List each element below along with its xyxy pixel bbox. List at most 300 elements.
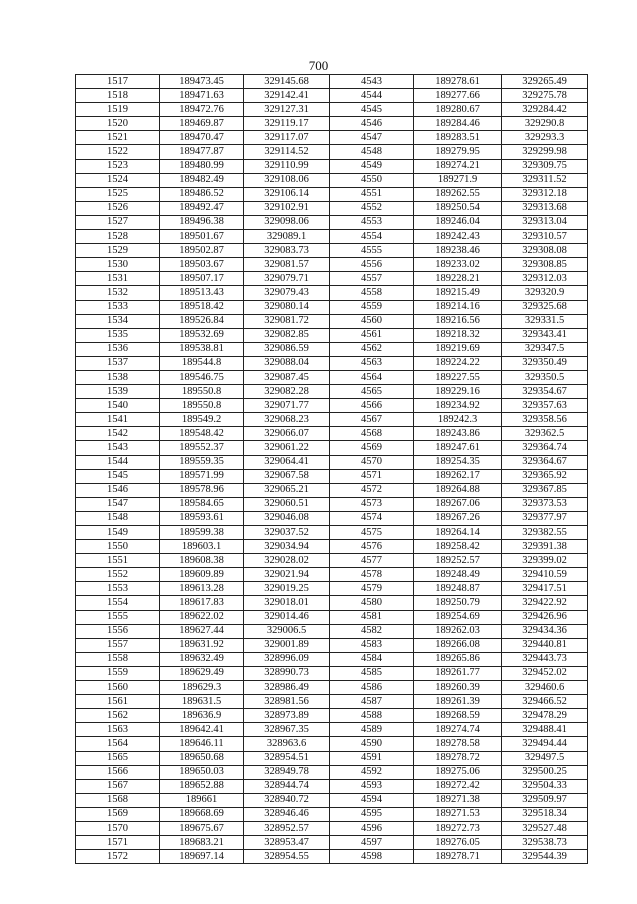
cell-point-number: 1559 (76, 666, 160, 680)
cell-y-coordinate: 329443.73 (502, 652, 588, 666)
cell-x-coordinate: 189550.8 (160, 399, 244, 413)
cell-x-coordinate: 189280.67 (414, 103, 502, 117)
cell-point-number: 4549 (330, 159, 414, 173)
cell-x-coordinate: 189477.87 (160, 145, 244, 159)
cell-point-number: 1534 (76, 314, 160, 328)
cell-y-coordinate: 329021.94 (244, 568, 330, 582)
cell-point-number: 4570 (330, 455, 414, 469)
cell-x-coordinate: 189526.84 (160, 314, 244, 328)
cell-y-coordinate: 329320.9 (502, 286, 588, 300)
cell-y-coordinate: 329098.06 (244, 215, 330, 229)
cell-x-coordinate: 189631.5 (160, 695, 244, 709)
cell-point-number: 4559 (330, 300, 414, 314)
cell-y-coordinate: 328940.72 (244, 793, 330, 807)
cell-x-coordinate: 189278.71 (414, 850, 502, 864)
cell-point-number: 4552 (330, 201, 414, 215)
cell-y-coordinate: 329417.51 (502, 582, 588, 596)
cell-x-coordinate: 189283.51 (414, 131, 502, 145)
cell-x-coordinate: 189549.2 (160, 413, 244, 427)
cell-point-number: 4565 (330, 385, 414, 399)
cell-point-number: 1546 (76, 483, 160, 497)
cell-x-coordinate: 189469.87 (160, 117, 244, 131)
cell-y-coordinate: 329434.36 (502, 624, 588, 638)
table-row (76, 695, 588, 709)
cell-point-number: 4598 (330, 850, 414, 864)
table-row (76, 201, 588, 215)
cell-point-number: 1572 (76, 850, 160, 864)
cell-x-coordinate: 189503.67 (160, 258, 244, 272)
cell-x-coordinate: 189264.88 (414, 483, 502, 497)
cell-point-number: 4553 (330, 215, 414, 229)
cell-point-number: 4548 (330, 145, 414, 159)
cell-x-coordinate: 189473.45 (160, 75, 244, 89)
table-row (76, 230, 588, 244)
cell-x-coordinate: 189246.04 (414, 215, 502, 229)
cell-x-coordinate: 189277.66 (414, 89, 502, 103)
cell-point-number: 1532 (76, 286, 160, 300)
cell-point-number: 1520 (76, 117, 160, 131)
cell-point-number: 4554 (330, 230, 414, 244)
cell-point-number: 1564 (76, 737, 160, 751)
cell-x-coordinate: 189518.42 (160, 300, 244, 314)
table-row (76, 173, 588, 187)
table-row (76, 131, 588, 145)
cell-y-coordinate: 329114.52 (244, 145, 330, 159)
cell-point-number: 1560 (76, 681, 160, 695)
cell-point-number: 1524 (76, 173, 160, 187)
cell-x-coordinate: 189646.11 (160, 737, 244, 751)
table-row (76, 765, 588, 779)
cell-x-coordinate: 189622.02 (160, 610, 244, 624)
cell-point-number: 1563 (76, 723, 160, 737)
cell-y-coordinate: 329068.23 (244, 413, 330, 427)
cell-y-coordinate: 329313.04 (502, 215, 588, 229)
cell-point-number: 4578 (330, 568, 414, 582)
cell-point-number: 1556 (76, 624, 160, 638)
cell-y-coordinate: 329299.98 (502, 145, 588, 159)
table-row (76, 258, 588, 272)
cell-x-coordinate: 189617.83 (160, 596, 244, 610)
cell-point-number: 1538 (76, 370, 160, 384)
cell-x-coordinate: 189571.99 (160, 469, 244, 483)
cell-point-number: 1571 (76, 836, 160, 850)
table-row (76, 807, 588, 821)
table-row (76, 666, 588, 680)
cell-y-coordinate: 329086.59 (244, 342, 330, 356)
cell-x-coordinate: 189613.28 (160, 582, 244, 596)
table-row (76, 554, 588, 568)
cell-y-coordinate: 328973.89 (244, 709, 330, 723)
table-row (76, 145, 588, 159)
cell-y-coordinate: 329034.94 (244, 540, 330, 554)
cell-x-coordinate: 189552.37 (160, 441, 244, 455)
cell-y-coordinate: 329377.97 (502, 511, 588, 525)
table-row (76, 610, 588, 624)
cell-y-coordinate: 328954.55 (244, 850, 330, 864)
cell-point-number: 4561 (330, 328, 414, 342)
cell-point-number: 1526 (76, 201, 160, 215)
cell-x-coordinate: 189234.92 (414, 399, 502, 413)
cell-x-coordinate: 189266.08 (414, 638, 502, 652)
cell-x-coordinate: 189262.03 (414, 624, 502, 638)
table-row (76, 737, 588, 751)
cell-y-coordinate: 329060.51 (244, 497, 330, 511)
cell-x-coordinate: 189247.61 (414, 441, 502, 455)
table-row (76, 385, 588, 399)
table-row (76, 103, 588, 117)
cell-x-coordinate: 189227.55 (414, 370, 502, 384)
cell-y-coordinate: 329509.97 (502, 793, 588, 807)
cell-y-coordinate: 328986.49 (244, 681, 330, 695)
cell-x-coordinate: 189482.49 (160, 173, 244, 187)
cell-x-coordinate: 189254.35 (414, 455, 502, 469)
cell-x-coordinate: 189627.44 (160, 624, 244, 638)
cell-y-coordinate: 329312.03 (502, 272, 588, 286)
table-row (76, 836, 588, 850)
table-row (76, 399, 588, 413)
table-row (76, 526, 588, 540)
cell-y-coordinate: 329426.96 (502, 610, 588, 624)
cell-point-number: 1551 (76, 554, 160, 568)
cell-point-number: 4564 (330, 370, 414, 384)
cell-x-coordinate: 189544.8 (160, 356, 244, 370)
cell-y-coordinate: 328944.74 (244, 779, 330, 793)
cell-point-number: 4592 (330, 765, 414, 779)
cell-x-coordinate: 189513.43 (160, 286, 244, 300)
cell-x-coordinate: 189250.79 (414, 596, 502, 610)
cell-x-coordinate: 189229.16 (414, 385, 502, 399)
cell-y-coordinate: 329037.52 (244, 526, 330, 540)
cell-x-coordinate: 189248.49 (414, 568, 502, 582)
cell-x-coordinate: 189215.49 (414, 286, 502, 300)
cell-y-coordinate: 329422.92 (502, 596, 588, 610)
cell-point-number: 4589 (330, 723, 414, 737)
cell-point-number: 4568 (330, 427, 414, 441)
cell-point-number: 1540 (76, 399, 160, 413)
cell-y-coordinate: 329538.73 (502, 836, 588, 850)
cell-x-coordinate: 189284.46 (414, 117, 502, 131)
cell-y-coordinate: 329518.34 (502, 807, 588, 821)
cell-point-number: 1555 (76, 610, 160, 624)
cell-point-number: 1541 (76, 413, 160, 427)
cell-point-number: 1519 (76, 103, 160, 117)
cell-point-number: 1569 (76, 807, 160, 821)
cell-x-coordinate: 189261.77 (414, 666, 502, 680)
cell-x-coordinate: 189507.17 (160, 272, 244, 286)
cell-y-coordinate: 329494.44 (502, 737, 588, 751)
cell-point-number: 4597 (330, 836, 414, 850)
cell-point-number: 1548 (76, 511, 160, 525)
cell-y-coordinate: 329343.41 (502, 328, 588, 342)
cell-x-coordinate: 189264.14 (414, 526, 502, 540)
table-row (76, 582, 588, 596)
cell-x-coordinate: 189492.47 (160, 201, 244, 215)
cell-x-coordinate: 189603.1 (160, 540, 244, 554)
cell-x-coordinate: 189218.32 (414, 328, 502, 342)
cell-point-number: 4557 (330, 272, 414, 286)
page-number: 700 (308, 58, 329, 73)
table-row (76, 427, 588, 441)
cell-x-coordinate: 189265.86 (414, 652, 502, 666)
cell-point-number: 1531 (76, 272, 160, 286)
cell-y-coordinate: 329382.55 (502, 526, 588, 540)
cell-x-coordinate: 189636.9 (160, 709, 244, 723)
cell-point-number: 1537 (76, 356, 160, 370)
table-row (76, 469, 588, 483)
cell-y-coordinate: 329145.68 (244, 75, 330, 89)
cell-point-number: 4584 (330, 652, 414, 666)
cell-point-number: 4591 (330, 751, 414, 765)
cell-x-coordinate: 189593.61 (160, 511, 244, 525)
table-row (76, 483, 588, 497)
cell-x-coordinate: 189271.38 (414, 793, 502, 807)
cell-point-number: 1518 (76, 89, 160, 103)
cell-y-coordinate: 329313.68 (502, 201, 588, 215)
cell-x-coordinate: 189502.87 (160, 244, 244, 258)
cell-x-coordinate: 189675.67 (160, 821, 244, 835)
cell-y-coordinate: 329119.17 (244, 117, 330, 131)
cell-y-coordinate: 329358.56 (502, 413, 588, 427)
cell-point-number: 1545 (76, 469, 160, 483)
cell-y-coordinate: 329364.67 (502, 455, 588, 469)
cell-x-coordinate: 189532.69 (160, 328, 244, 342)
cell-y-coordinate: 329046.08 (244, 511, 330, 525)
cell-y-coordinate: 329500.25 (502, 765, 588, 779)
cell-y-coordinate: 328963.6 (244, 737, 330, 751)
cell-x-coordinate: 189228.21 (414, 272, 502, 286)
cell-x-coordinate: 189496.38 (160, 215, 244, 229)
cell-point-number: 1523 (76, 159, 160, 173)
cell-x-coordinate: 189650.03 (160, 765, 244, 779)
table-row (76, 751, 588, 765)
cell-point-number: 4546 (330, 117, 414, 131)
cell-x-coordinate: 189650.68 (160, 751, 244, 765)
table-row (76, 455, 588, 469)
cell-x-coordinate: 189216.56 (414, 314, 502, 328)
cell-x-coordinate: 189242.3 (414, 413, 502, 427)
cell-y-coordinate: 329067.58 (244, 469, 330, 483)
cell-point-number: 1528 (76, 230, 160, 244)
cell-y-coordinate: 329350.49 (502, 356, 588, 370)
cell-x-coordinate: 189274.74 (414, 723, 502, 737)
cell-point-number: 1530 (76, 258, 160, 272)
cell-y-coordinate: 329350.5 (502, 370, 588, 384)
cell-y-coordinate: 329110.99 (244, 159, 330, 173)
table-row (76, 272, 588, 286)
cell-point-number: 4596 (330, 821, 414, 835)
cell-x-coordinate: 189219.69 (414, 342, 502, 356)
cell-point-number: 4583 (330, 638, 414, 652)
cell-y-coordinate: 328990.73 (244, 666, 330, 680)
cell-x-coordinate: 189268.59 (414, 709, 502, 723)
cell-point-number: 4594 (330, 793, 414, 807)
cell-x-coordinate: 189272.42 (414, 779, 502, 793)
cell-point-number: 1535 (76, 328, 160, 342)
cell-x-coordinate: 189538.81 (160, 342, 244, 356)
cell-point-number: 4580 (330, 596, 414, 610)
cell-y-coordinate: 329102.91 (244, 201, 330, 215)
table-row (76, 159, 588, 173)
cell-x-coordinate: 189224.22 (414, 356, 502, 370)
cell-point-number: 1552 (76, 568, 160, 582)
cell-y-coordinate: 329284.42 (502, 103, 588, 117)
cell-x-coordinate: 189262.55 (414, 187, 502, 201)
table-row (76, 441, 588, 455)
cell-point-number: 4588 (330, 709, 414, 723)
cell-y-coordinate: 329364.74 (502, 441, 588, 455)
cell-y-coordinate: 329081.72 (244, 314, 330, 328)
cell-point-number: 4544 (330, 89, 414, 103)
cell-point-number: 1561 (76, 695, 160, 709)
cell-point-number: 1539 (76, 385, 160, 399)
cell-x-coordinate: 189629.49 (160, 666, 244, 680)
cell-y-coordinate: 329347.5 (502, 342, 588, 356)
cell-x-coordinate: 189546.75 (160, 370, 244, 384)
table-row (76, 638, 588, 652)
cell-point-number: 4547 (330, 131, 414, 145)
table-row (76, 723, 588, 737)
cell-y-coordinate: 329399.02 (502, 554, 588, 568)
cell-x-coordinate: 189609.89 (160, 568, 244, 582)
table-row (76, 821, 588, 835)
cell-point-number: 4586 (330, 681, 414, 695)
cell-point-number: 4576 (330, 540, 414, 554)
cell-x-coordinate: 189632.49 (160, 652, 244, 666)
cell-y-coordinate: 329001.89 (244, 638, 330, 652)
cell-point-number: 1553 (76, 582, 160, 596)
cell-point-number: 4571 (330, 469, 414, 483)
cell-y-coordinate: 328996.09 (244, 652, 330, 666)
cell-point-number: 1542 (76, 427, 160, 441)
cell-x-coordinate: 189267.26 (414, 511, 502, 525)
cell-y-coordinate: 329452.02 (502, 666, 588, 680)
cell-x-coordinate: 189271.9 (414, 173, 502, 187)
table-row (76, 624, 588, 638)
cell-x-coordinate: 189629.3 (160, 681, 244, 695)
cell-x-coordinate: 189233.02 (414, 258, 502, 272)
cell-y-coordinate: 329106.14 (244, 187, 330, 201)
cell-point-number: 4562 (330, 342, 414, 356)
cell-point-number: 1525 (76, 187, 160, 201)
cell-point-number: 4558 (330, 286, 414, 300)
cell-point-number: 4555 (330, 244, 414, 258)
cell-y-coordinate: 329275.78 (502, 89, 588, 103)
cell-point-number: 4551 (330, 187, 414, 201)
cell-y-coordinate: 329354.67 (502, 385, 588, 399)
table-row (76, 413, 588, 427)
cell-x-coordinate: 189248.87 (414, 582, 502, 596)
table-row (76, 314, 588, 328)
cell-y-coordinate: 329504.33 (502, 779, 588, 793)
cell-y-coordinate: 328949.78 (244, 765, 330, 779)
cell-point-number: 4574 (330, 511, 414, 525)
cell-point-number: 4593 (330, 779, 414, 793)
cell-x-coordinate: 189272.73 (414, 821, 502, 835)
cell-point-number: 4545 (330, 103, 414, 117)
cell-y-coordinate: 328981.56 (244, 695, 330, 709)
table-row (76, 89, 588, 103)
cell-x-coordinate: 189279.95 (414, 145, 502, 159)
cell-y-coordinate: 328953.47 (244, 836, 330, 850)
cell-point-number: 1562 (76, 709, 160, 723)
table-row (76, 681, 588, 695)
cell-y-coordinate: 329311.52 (502, 173, 588, 187)
cell-point-number: 4581 (330, 610, 414, 624)
cell-point-number: 4585 (330, 666, 414, 680)
cell-y-coordinate: 329087.45 (244, 370, 330, 384)
cell-point-number: 1567 (76, 779, 160, 793)
cell-x-coordinate: 189471.63 (160, 89, 244, 103)
cell-x-coordinate: 189275.06 (414, 765, 502, 779)
cell-x-coordinate: 189258.42 (414, 540, 502, 554)
cell-y-coordinate: 328967.35 (244, 723, 330, 737)
cell-y-coordinate: 329064.41 (244, 455, 330, 469)
cell-x-coordinate: 189278.58 (414, 737, 502, 751)
cell-x-coordinate: 189261.39 (414, 695, 502, 709)
cell-x-coordinate: 189250.54 (414, 201, 502, 215)
cell-x-coordinate: 189242.43 (414, 230, 502, 244)
cell-x-coordinate: 189274.21 (414, 159, 502, 173)
cell-point-number: 4543 (330, 75, 414, 89)
cell-x-coordinate: 189548.42 (160, 427, 244, 441)
cell-y-coordinate: 329308.85 (502, 258, 588, 272)
cell-x-coordinate: 189642.41 (160, 723, 244, 737)
cell-y-coordinate: 329293.3 (502, 131, 588, 145)
cell-y-coordinate: 328946.46 (244, 807, 330, 821)
cell-point-number: 4567 (330, 413, 414, 427)
table-row (76, 568, 588, 582)
cell-y-coordinate: 328952.57 (244, 821, 330, 835)
cell-y-coordinate: 329079.71 (244, 272, 330, 286)
cell-point-number: 1527 (76, 215, 160, 229)
cell-x-coordinate: 189470.47 (160, 131, 244, 145)
cell-x-coordinate: 189652.88 (160, 779, 244, 793)
cell-y-coordinate: 329081.57 (244, 258, 330, 272)
cell-y-coordinate: 329117.07 (244, 131, 330, 145)
cell-point-number: 4579 (330, 582, 414, 596)
cell-x-coordinate: 189278.72 (414, 751, 502, 765)
cell-y-coordinate: 329466.52 (502, 695, 588, 709)
cell-point-number: 1521 (76, 131, 160, 145)
cell-point-number: 1543 (76, 441, 160, 455)
cell-point-number: 4556 (330, 258, 414, 272)
cell-y-coordinate: 329006.5 (244, 624, 330, 638)
cell-point-number: 1533 (76, 300, 160, 314)
cell-point-number: 4575 (330, 526, 414, 540)
cell-x-coordinate: 189267.06 (414, 497, 502, 511)
cell-y-coordinate: 329066.07 (244, 427, 330, 441)
cell-y-coordinate: 329082.85 (244, 328, 330, 342)
cell-y-coordinate: 329373.53 (502, 497, 588, 511)
cell-point-number: 1565 (76, 751, 160, 765)
cell-point-number: 1570 (76, 821, 160, 835)
cell-point-number: 4590 (330, 737, 414, 751)
cell-y-coordinate: 329544.39 (502, 850, 588, 864)
cell-point-number: 1554 (76, 596, 160, 610)
cell-y-coordinate: 329065.21 (244, 483, 330, 497)
table-row (76, 793, 588, 807)
cell-y-coordinate: 329367.85 (502, 483, 588, 497)
cell-x-coordinate: 189254.69 (414, 610, 502, 624)
cell-y-coordinate: 329312.18 (502, 187, 588, 201)
cell-point-number: 4563 (330, 356, 414, 370)
cell-point-number: 1517 (76, 75, 160, 89)
table-row (76, 850, 588, 864)
cell-x-coordinate: 189278.61 (414, 75, 502, 89)
cell-y-coordinate: 329083.73 (244, 244, 330, 258)
table-row (76, 328, 588, 342)
cell-point-number: 4577 (330, 554, 414, 568)
